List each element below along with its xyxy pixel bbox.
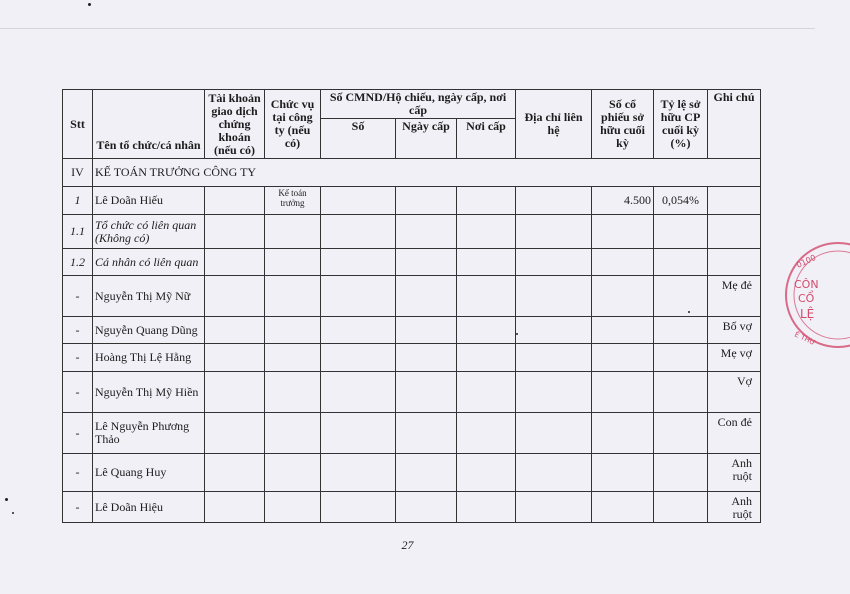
page-number: 27 [401, 538, 414, 552]
row-name: Lê Doãn Hiệu [93, 492, 205, 523]
header-id-no: Số [321, 119, 396, 159]
table-row [63, 492, 761, 523]
row-stt: 1 [63, 187, 93, 215]
section-title: KẾ TOÁN TRƯỞNG CÔNG TY [93, 159, 761, 187]
row-name: Lê Quang Huy [93, 454, 205, 492]
header-address: Địa chỉ liên hệ [516, 90, 592, 159]
scan-speck [88, 3, 91, 6]
scan-speck [5, 498, 8, 501]
table-row [63, 215, 761, 249]
row-stt: - [63, 317, 93, 344]
row-name: Nguyễn Quang Dũng [93, 317, 205, 344]
row-stt: - [63, 413, 93, 454]
header-id-place: Nơi cấp [457, 119, 516, 159]
header-ratio: Tỷ lệ sở hữu CP cuối kỳ (%) [654, 90, 708, 159]
header-position: Chức vụ tại công ty (nếu có) [265, 90, 321, 159]
related-persons-table [62, 89, 761, 523]
company-seal [780, 240, 850, 350]
row-note: Vợ [708, 372, 761, 413]
header-shares: Số cổ phiếu sở hữu cuối kỳ [592, 90, 654, 159]
row-ratio: 0,054% [654, 187, 708, 215]
row-position: Kế toán trưởng [265, 187, 321, 215]
table-row-section [63, 159, 761, 187]
table-row [63, 454, 761, 492]
table-row [63, 344, 761, 372]
table-row [63, 187, 761, 215]
row-stt: - [63, 454, 93, 492]
row-name: Tổ chức có liên quan (Không có) [93, 215, 205, 249]
header-id-date: Ngày cấp [396, 119, 457, 159]
row-note [708, 249, 761, 276]
row-stt: 1.2 [63, 249, 93, 276]
row-note: Bố vợ [708, 317, 761, 344]
header-stt: Stt [63, 90, 93, 159]
row-stt: 1.1 [63, 215, 93, 249]
row-note: Con đẻ [708, 413, 761, 454]
table-row [63, 413, 761, 454]
row-name: Nguyễn Thị Mỹ Nữ [93, 276, 205, 317]
table-row [63, 317, 761, 344]
row-stt: - [63, 492, 93, 523]
table-row [63, 372, 761, 413]
row-note [708, 187, 761, 215]
row-stt: - [63, 276, 93, 317]
header-note: Ghi chú [708, 90, 761, 159]
svg-text:Ê THƯ: Ê THƯ [793, 330, 817, 348]
scan-speck [12, 512, 14, 514]
header-account: Tài khoản giao dịch chứng khoán (nếu có) [205, 90, 265, 159]
table-row [63, 249, 761, 276]
row-shares: 4.500 [592, 187, 654, 215]
row-name: Cá nhân có liên quan [93, 249, 205, 276]
row-note: Anh ruột [708, 454, 761, 492]
svg-text:0100: 0100 [795, 253, 818, 270]
table-row [63, 276, 761, 317]
row-stt: IV [63, 159, 93, 187]
row-note: Anh ruột [708, 492, 761, 523]
row-stt: - [63, 372, 93, 413]
svg-text:CỔ: CỔ [798, 292, 815, 305]
row-name: Hoàng Thị Lệ Hằng [93, 344, 205, 372]
row-note [708, 215, 761, 249]
row-note: Mẹ đẻ [708, 276, 761, 317]
row-name: Lê Doãn Hiếu [93, 187, 205, 215]
svg-text:LỆ: LỆ [800, 307, 815, 321]
row-note: Mẹ vợ [708, 344, 761, 372]
row-name: Nguyễn Thị Mỹ Hiền [93, 372, 205, 413]
svg-text:CÔN: CÔN [794, 278, 819, 291]
scan-edge-line [0, 28, 815, 29]
header-id-group: Số CMND/Hộ chiếu, ngày cấp, nơi cấp [321, 90, 516, 119]
header-name: Tên tổ chức/cá nhân [93, 90, 205, 159]
row-stt: - [63, 344, 93, 372]
row-name: Lê Nguyễn Phương Thảo [93, 413, 205, 454]
